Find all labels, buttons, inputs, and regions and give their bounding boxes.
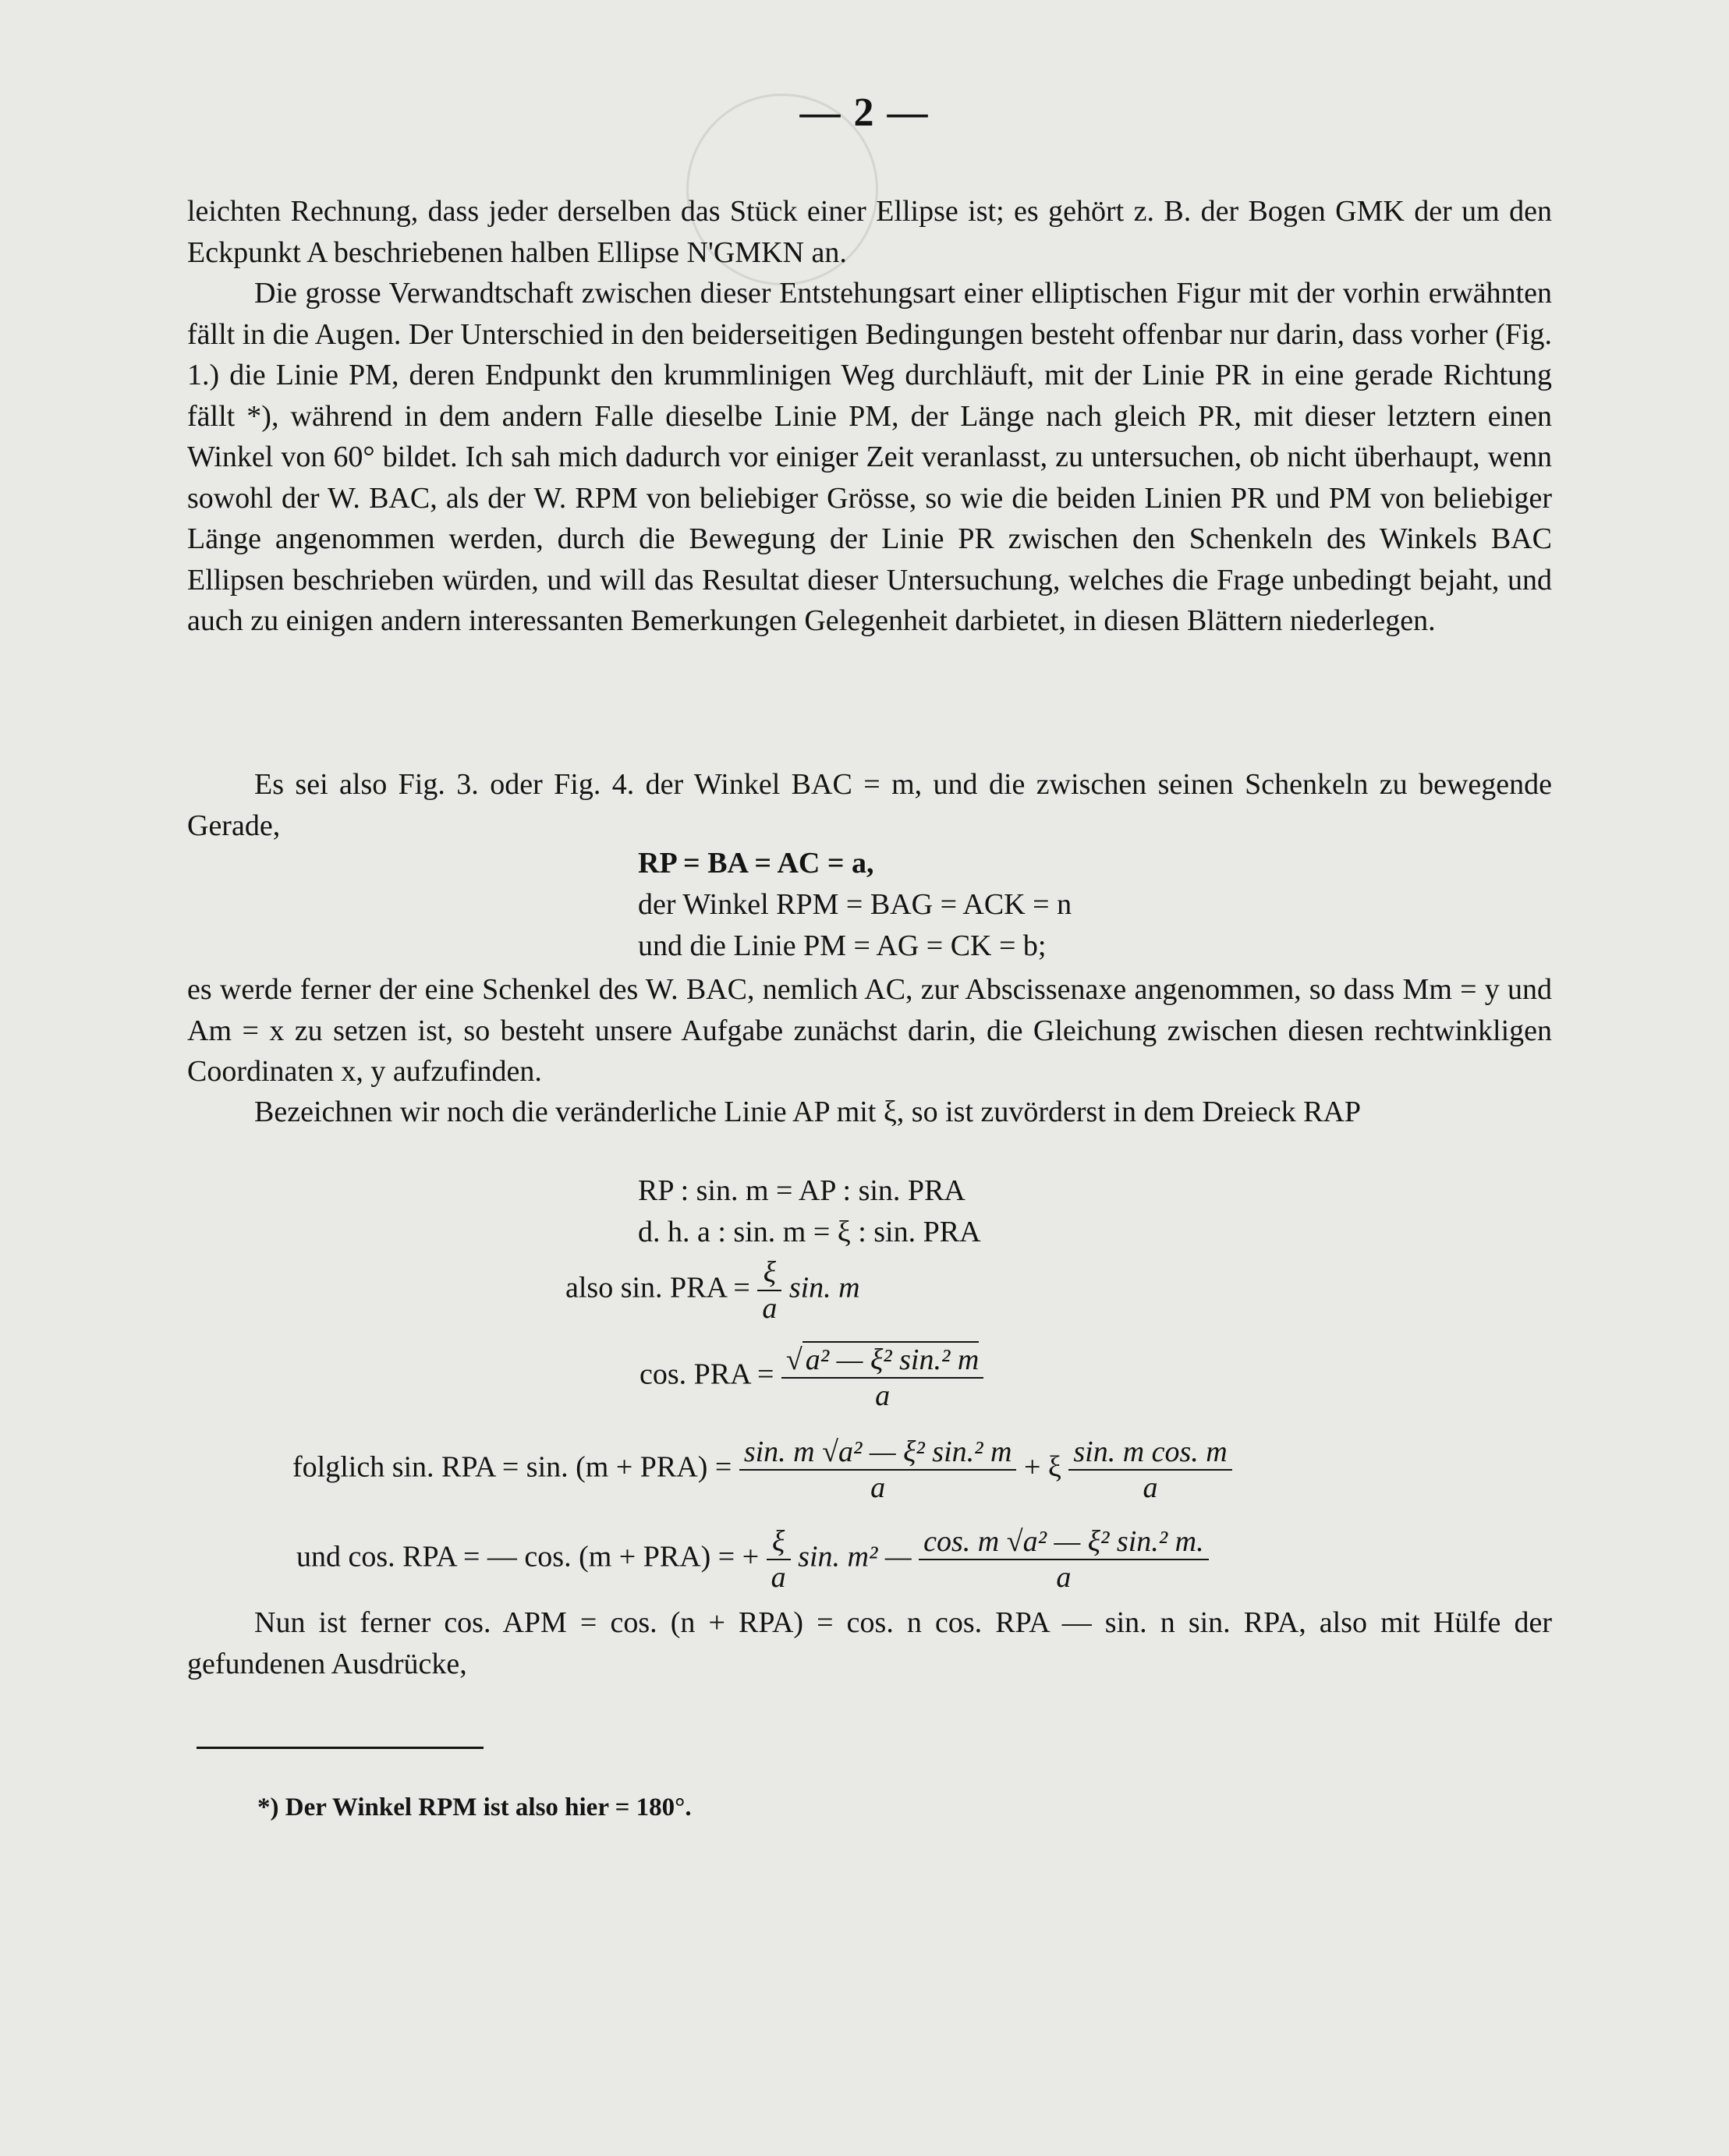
plus-term: + ξ	[1023, 1450, 1061, 1484]
fraction-denominator: a	[771, 1561, 786, 1594]
paragraph-2: Die grosse Verwandtschaft zwischen dieser Entstehungsart einer elliptischen Figur mit der vorhin erwähnten fällt in die Augen. Der Unterschied in den beiderseitigen Bedingungen besteht offenbar nur darin, dass vorher (Fig. 1.) die Linie PM, deren Endpunkt den krummlinigen Weg durchläuft, mit der Linie PR in eine gerade Richtung fällt *), während in dem andern Falle dieselbe Linie PM, der Länge nach gleich PR, mit dieser letztern einen Winkel von 60° bildet. Ich sah mich dadurch vor einiger Zeit veranlasst, zu untersuchen, ob nicht überhaupt, wenn sowohl der W. BAC, als der W. RPM von beliebiger Grösse, so wie die beiden Linien PR und PM von beliebiger Länge angenommen werden, durch die Bewegung der Linie PR zwischen den Schenkeln des Winkels BAC Ellipsen beschrieben würden, und will das Resultat dieser Untersuchung, welches die Frage unbedingt bejaht, und auch zu einigen andern interessanten Bemerkungen Gelegenheit darbietet, in diesen Blättern niederlegen.	[187, 277, 1552, 637]
fraction	[739, 1435, 1017, 1505]
equation-line: und die Linie PM = AG = CK = b;	[638, 929, 1047, 962]
paragraph-6: Nun ist ferner cos. APM = cos. (n + RPA) = cos. n cos. RPA — sin. n sin. RPA, also mit Hülfe der gefundenen Ausdrücke,	[187, 1606, 1552, 1680]
fraction-numerator: sin. m √a² — ξ² sin.² m	[739, 1435, 1017, 1471]
equation-right: sin. m	[788, 1271, 860, 1305]
fraction-denominator: a	[870, 1471, 886, 1504]
middle-term: sin. m² —	[798, 1540, 912, 1574]
fraction	[781, 1341, 983, 1413]
fraction-numerator: ξ	[757, 1255, 781, 1291]
equation-left: also sin. PRA =	[565, 1271, 750, 1305]
fraction-denominator: a	[762, 1292, 778, 1325]
footnote-rule	[197, 1747, 484, 1749]
fraction-denominator: a	[1056, 1561, 1072, 1594]
equation-left: cos. PRA =	[640, 1358, 774, 1391]
equation-left: folglich sin. RPA = sin. (m + PRA) =	[292, 1450, 732, 1484]
equation-line-sin-rpa	[292, 1435, 1232, 1505]
fraction	[757, 1255, 781, 1326]
equation-line: der Winkel RPM = BAG = ACK = n	[638, 888, 1072, 921]
page-number: — 2 —	[799, 90, 930, 135]
radicand: a² — ξ² sin.² m	[802, 1341, 980, 1377]
equation-left: und cos. RPA = — cos. (m + PRA) = +	[296, 1540, 760, 1574]
fraction-numerator: ξ	[767, 1524, 791, 1560]
fraction-numerator: cos. m √a² — ξ² sin.² m.	[919, 1524, 1208, 1560]
fraction	[1068, 1435, 1231, 1505]
equation-line: RP = BA = AC = a,	[638, 847, 874, 880]
paragraph-5: Bezeichnen wir noch die veränderliche Linie AP mit ξ, so ist zuvörderst in dem Dreieck RAP	[254, 1096, 1362, 1128]
fraction-numerator: √ a² — ξ² sin.² m	[781, 1341, 983, 1379]
fraction-denominator: a	[875, 1379, 891, 1412]
equation-line-cos-rpa	[296, 1524, 1209, 1595]
equation-line	[565, 1255, 860, 1326]
paragraph-4: es werde ferner der eine Schenkel des W. BAC, nemlich AC, zur Abscissenaxe angenommen, so dass Mm = y und Am = x zu setzen ist, so besteht unsere Aufgabe zunächst darin, die Gleichung zwischen diesen rechtwinkligen Coordinaten x, y aufzufinden.	[187, 973, 1552, 1088]
footnote: *) Der Winkel RPM ist also hier = 180°.	[257, 1793, 692, 1821]
paragraph-1: leichten Rechnung, dass jeder derselben das Stück einer Ellipse ist; es gehört z. B. der Bogen GMK der um den Eckpunkt A beschriebenen halben Ellipse N'GMKN an.	[187, 195, 1552, 269]
paragraph-3: Es sei also Fig. 3. oder Fig. 4. der Winkel BAC = m, und die zwischen seinen Schenkeln zu bewegende Gerade,	[187, 768, 1552, 842]
equation-line: d. h. a : sin. m = ξ : sin. PRA	[638, 1216, 981, 1248]
fraction	[919, 1524, 1208, 1595]
equation-line: RP : sin. m = AP : sin. PRA	[638, 1174, 965, 1207]
fraction-denominator: a	[1143, 1471, 1158, 1504]
equation-line	[640, 1341, 983, 1413]
fraction-numerator: sin. m cos. m	[1068, 1435, 1231, 1471]
fraction	[767, 1524, 791, 1595]
